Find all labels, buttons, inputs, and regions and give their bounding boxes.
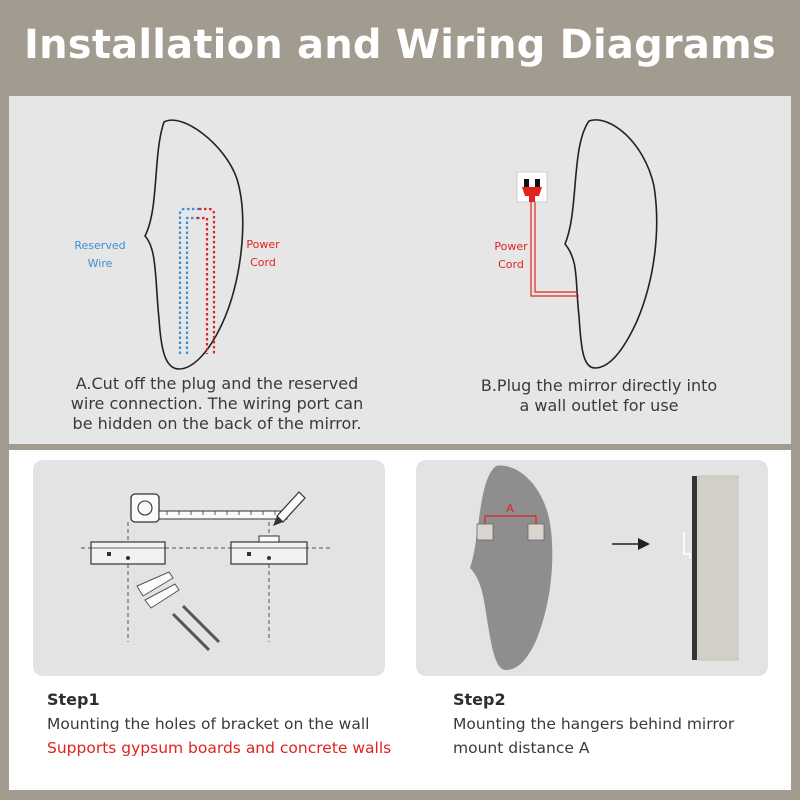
- step1-description: [47, 712, 407, 760]
- plug-prong-left: [524, 179, 529, 187]
- hanger-side-profile: [684, 532, 690, 558]
- step2-title: Step2: [453, 690, 506, 709]
- caption-a-line1: A.Cut off the plug and the reserved: [75, 374, 359, 393]
- caption-a: [37, 374, 397, 434]
- step1-text: Mounting the holes of bracket on the wall: [47, 715, 370, 733]
- step2-description: [453, 712, 783, 760]
- power-cord-line-inner: [197, 218, 207, 354]
- pencil-icon: [273, 492, 305, 526]
- mirror-outline: [565, 120, 657, 368]
- reserved-wire-line-inner: [187, 218, 197, 354]
- page-title: Installation and Wiring Diagrams: [24, 22, 776, 68]
- mounting-steps-panel: [9, 450, 791, 790]
- step2-text-line2: mount distance A: [453, 739, 590, 757]
- step1-illustration: [33, 460, 385, 676]
- caption-a-line3: be hidden on the back of the mirror.: [72, 414, 362, 433]
- wiring-diagrams-panel: [9, 96, 791, 444]
- step1-illustration-card: [33, 460, 385, 676]
- caption-b-line2: a wall outlet for use: [519, 396, 679, 415]
- reserved-wire-label-line2: Wire: [87, 257, 113, 270]
- bracket-left: [91, 542, 165, 564]
- screw-icon: [173, 606, 219, 650]
- reserved-wire-line: [180, 209, 199, 354]
- mirror-edge: [692, 476, 697, 660]
- plug-prong-right: [535, 179, 540, 187]
- step2-illustration: [416, 460, 768, 676]
- wall-anchor-icon: [137, 572, 179, 608]
- power-cord-label-b-line2: Cord: [498, 258, 524, 271]
- hanger-left: [477, 524, 493, 540]
- tape-measure-icon: [131, 494, 287, 522]
- step1-title: Step1: [47, 690, 100, 709]
- power-cord-label-a: [231, 236, 295, 272]
- power-cord-label-a-line1: Power: [246, 238, 280, 251]
- mirror-outline: [145, 120, 243, 369]
- step2-illustration-card: [416, 460, 768, 676]
- caption-a-line2: wire connection. The wiring port can: [70, 394, 364, 413]
- step1-note: Supports gypsum boards and concrete walls: [47, 739, 392, 757]
- power-cord-label-b: [479, 238, 543, 274]
- bracket-right: [231, 536, 307, 564]
- step2-text-line1: Mounting the hangers behind mirror: [453, 715, 735, 733]
- hanger-right: [528, 524, 544, 540]
- reserved-wire-label-line1: Reserved: [74, 239, 126, 252]
- power-cord-line: [199, 209, 214, 354]
- caption-b-line1: B.Plug the mirror directly into: [480, 376, 718, 395]
- distance-a-label: A: [506, 502, 514, 515]
- plug-neck: [529, 196, 535, 202]
- caption-b: [449, 376, 749, 416]
- reserved-wire-label: [65, 237, 135, 273]
- power-cord-label-a-line2: Cord: [250, 256, 276, 269]
- arrow-right-icon: [612, 538, 650, 550]
- plug-body: [522, 187, 542, 196]
- wall-section: [698, 476, 738, 660]
- mirror-back-shape: [470, 466, 552, 670]
- power-cord-label-b-line1: Power: [494, 240, 528, 253]
